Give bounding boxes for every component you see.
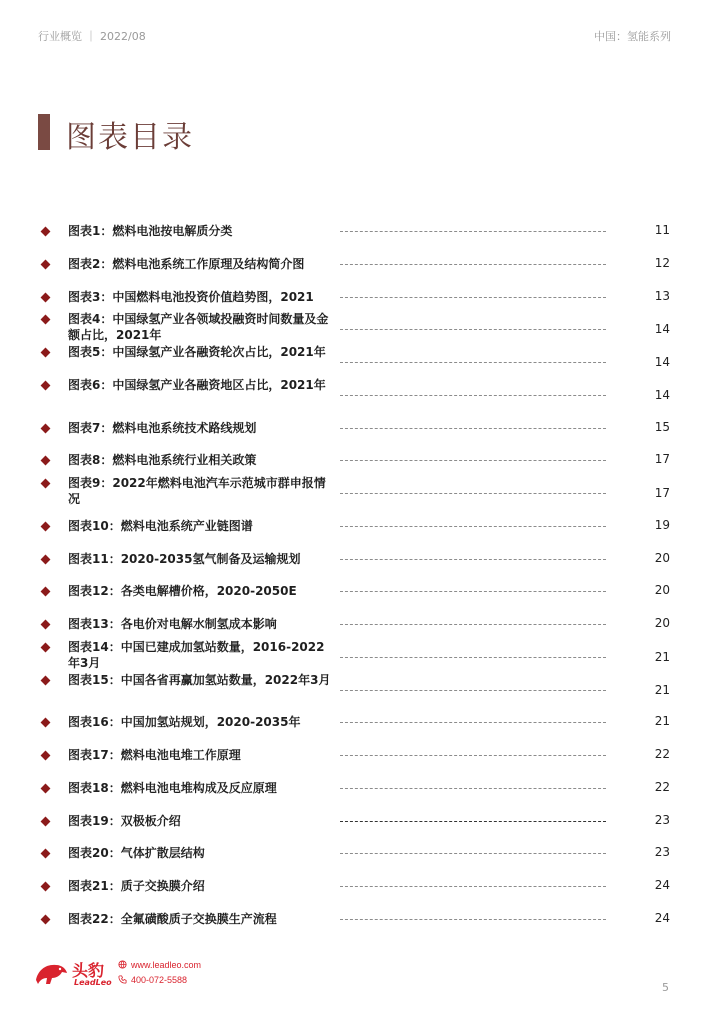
header-right: 中国：氢能系列	[594, 30, 671, 43]
toc-label: 图表11：2020-2035氢气制备及运输规划	[68, 551, 301, 566]
toc-label: 图表13：各电价对电解水制氢成本影响	[68, 617, 277, 631]
toc-page-number: 21	[654, 682, 670, 697]
header-left: 行业概览 ｜ 2022/08	[38, 30, 146, 43]
title-accent-bar	[38, 114, 50, 150]
diamond-bullet-icon	[41, 456, 51, 466]
dotted-leader	[340, 460, 606, 461]
toc-row[interactable]	[38, 247, 670, 280]
dotted-leader	[340, 624, 606, 625]
dotted-leader	[340, 591, 606, 592]
toc-row[interactable]	[38, 443, 670, 476]
toc-page-number: 20	[654, 550, 670, 565]
toc-row[interactable]	[38, 280, 670, 313]
toc-label: 图表16：中国加氢站规划，2020-2035年	[68, 715, 301, 730]
toc-label: 图表6：中国绿氢产业各融资地区占比，2021年	[68, 377, 326, 392]
diamond-bullet-icon	[41, 642, 51, 652]
dotted-leader	[340, 231, 606, 232]
toc-row[interactable]	[38, 574, 670, 607]
dotted-leader	[340, 264, 606, 265]
toc-page-number: 20	[654, 616, 670, 630]
toc-label: 图表7：燃料电池系统技术路线规划	[68, 420, 257, 435]
phone-text: 400-072-5588	[131, 975, 188, 985]
toc-label: 图表5：中国绿氢产业各融资轮次占比，2021年	[68, 345, 326, 359]
diamond-bullet-icon	[41, 521, 51, 531]
diamond-bullet-icon	[41, 423, 51, 433]
toc-row[interactable]	[38, 607, 670, 640]
dotted-leader	[340, 297, 606, 298]
diamond-bullet-icon	[41, 783, 51, 793]
phone-icon	[118, 975, 127, 984]
toc-label: 图表1：燃料电池按电解质分类	[68, 224, 233, 238]
toc-label: 图表18：燃料电池电堆构成及反应原理	[68, 780, 277, 795]
toc-row[interactable]	[38, 312, 670, 345]
toc-row[interactable]	[38, 411, 670, 444]
toc-page-number: 14	[654, 355, 670, 369]
dotted-leader	[340, 428, 606, 429]
diamond-bullet-icon	[41, 554, 51, 564]
diamond-bullet-icon	[41, 479, 51, 489]
toc-page-number: 22	[654, 747, 670, 761]
globe-icon	[118, 960, 127, 969]
toc-label: 图表4：中国绿氢产业各领域投融资时间数量及金额占比，2021年	[68, 312, 329, 343]
toc-row[interactable]	[38, 902, 670, 935]
toc-row[interactable]	[38, 804, 670, 837]
diamond-bullet-icon	[41, 620, 51, 630]
diamond-bullet-icon	[41, 292, 51, 302]
diamond-bullet-icon	[41, 718, 51, 728]
toc-label: 图表20：气体扩散层结构	[68, 846, 205, 861]
leadleo-logo	[34, 958, 130, 992]
dotted-leader	[340, 755, 606, 756]
toc-row[interactable]	[38, 542, 670, 575]
dotted-leader	[340, 853, 606, 854]
toc-row[interactable]	[38, 378, 670, 411]
dotted-leader	[340, 821, 606, 822]
toc-page-number: 21	[654, 714, 670, 729]
dotted-leader	[340, 329, 606, 330]
toc-page-number: 24	[654, 910, 670, 925]
toc-label: 图表19：双极板介绍	[68, 813, 181, 828]
diamond-bullet-icon	[41, 751, 51, 761]
toc-row[interactable]	[38, 705, 670, 738]
dotted-leader	[340, 526, 606, 527]
footer-phone[interactable]	[118, 975, 187, 985]
toc-page-number: 23	[654, 812, 670, 827]
dotted-leader	[340, 886, 606, 887]
toc-row[interactable]	[38, 640, 670, 673]
diamond-bullet-icon	[41, 259, 51, 269]
toc-row[interactable]	[38, 771, 670, 804]
diamond-bullet-icon	[41, 348, 51, 358]
diamond-bullet-icon	[41, 587, 51, 597]
dotted-leader	[340, 559, 606, 560]
leopard-logo-icon	[34, 960, 68, 986]
dotted-leader	[340, 395, 606, 396]
page-number: 5	[662, 981, 669, 994]
toc-page-number: 17	[654, 452, 670, 467]
toc-label: 图表10：燃料电池系统产业链图谱	[68, 518, 253, 533]
toc-row[interactable]	[38, 836, 670, 869]
dotted-leader	[340, 919, 606, 920]
toc-row[interactable]	[38, 476, 670, 509]
dotted-leader	[340, 493, 606, 494]
table-of-figures	[38, 214, 670, 935]
page-title: 图表目录	[66, 120, 194, 155]
diamond-bullet-icon	[41, 227, 51, 237]
diamond-bullet-icon	[41, 315, 51, 325]
toc-page-number: 13	[654, 288, 670, 303]
dotted-leader	[340, 690, 606, 691]
toc-label: 图表22：全氟磺酸质子交换膜生产流程	[68, 911, 277, 926]
diamond-bullet-icon	[41, 675, 51, 685]
toc-page-number: 19	[654, 517, 670, 532]
logo-text: 头豹	[72, 961, 105, 980]
toc-page-number: 24	[654, 878, 670, 892]
dotted-leader	[340, 657, 606, 658]
logo-subtext: LeadLeo	[74, 978, 112, 987]
toc-row[interactable]	[38, 509, 670, 542]
diamond-bullet-icon	[41, 816, 51, 826]
toc-row[interactable]	[38, 214, 670, 247]
toc-row[interactable]	[38, 738, 670, 771]
diamond-bullet-icon	[41, 380, 51, 390]
toc-label: 图表14：中国已建成加氢站数量，2016-2022年3月	[68, 639, 325, 670]
dotted-leader	[340, 788, 606, 789]
toc-row[interactable]	[38, 673, 670, 706]
dotted-leader	[340, 362, 606, 363]
toc-row[interactable]	[38, 869, 670, 902]
toc-page-number: 22	[654, 779, 670, 794]
toc-label: 图表2：燃料电池系统工作原理及结构简介图	[68, 256, 305, 271]
footer-website[interactable]	[118, 960, 201, 970]
dotted-leader	[340, 722, 606, 723]
toc-label: 图表17：燃料电池电堆工作原理	[68, 748, 241, 762]
toc-page-number: 17	[654, 486, 670, 500]
toc-page-number: 15	[654, 419, 670, 434]
toc-label: 图表12：各类电解槽价格，2020-2050E	[68, 584, 297, 599]
toc-page-number: 12	[654, 255, 670, 270]
toc-page-number: 21	[654, 649, 670, 664]
toc-page-number: 14	[654, 387, 670, 402]
toc-page-number: 23	[654, 845, 670, 860]
diamond-bullet-icon	[41, 914, 51, 924]
toc-page-number: 20	[654, 583, 670, 598]
toc-label: 图表15：中国各省再赢加氢站数量，2022年3月	[68, 672, 331, 687]
toc-page-number: 11	[654, 223, 670, 237]
toc-label: 图表8：燃料电池系统行业相关政策	[68, 453, 257, 468]
toc-row[interactable]	[38, 345, 670, 378]
toc-label: 图表3：中国燃料电池投资价值趋势图，2021	[68, 289, 314, 304]
toc-page-number: 14	[654, 322, 670, 337]
toc-label: 图表21：质子交换膜介绍	[68, 879, 205, 893]
website-text: www.leadleo.com	[131, 960, 202, 970]
diamond-bullet-icon	[41, 882, 51, 892]
diamond-bullet-icon	[41, 849, 51, 859]
toc-label: 图表9：2022年燃料电池汽车示范城市群申报情况	[68, 476, 326, 506]
